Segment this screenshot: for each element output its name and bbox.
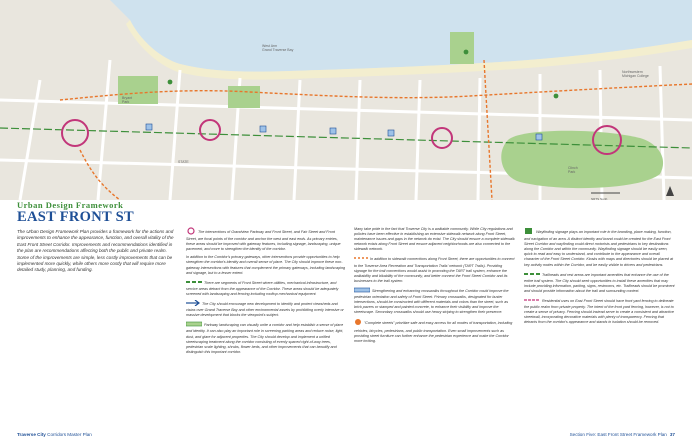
legend-text: "Complete streets" prioritize safe and easy access for all modes of transportation, including vehicles, bicycles, pedestrians, and public transportation. Even small improvements such as providing street furniture can further enhance the pedestrian experience and make the Corridor more inviting. xyxy=(354,321,513,343)
strip-symbol-icon xyxy=(186,321,202,329)
legend-text: The intersections of Grandview Parkway and Front Street, and Fair Street and Front Street, are focal points of the corridor and anchor the west and east ends. As primary entries, these areas should be improved with gateway features, including signage, landscaping, unique pavement, and more to strengthen the identity of the corridor. xyxy=(186,230,341,252)
legend-item xyxy=(524,297,676,325)
map-drawing xyxy=(0,0,692,200)
park-mid xyxy=(228,86,260,108)
fence-symbol-icon xyxy=(524,297,540,305)
orange-symbol-icon xyxy=(354,318,362,328)
arrow-symbol-icon xyxy=(186,300,200,308)
page-number: 37 xyxy=(669,432,675,437)
map-label-park-right: Northwestern Michigan College xyxy=(622,70,649,78)
footer-city: Traverse City xyxy=(17,432,46,437)
framework-map xyxy=(0,0,692,200)
page-title: EAST FRONT ST xyxy=(17,209,134,225)
park-college xyxy=(501,131,663,188)
legend-item xyxy=(354,287,516,315)
legend-item xyxy=(186,279,346,297)
legend-item xyxy=(186,227,346,252)
map-label-plaza: Clinch Park xyxy=(568,166,578,174)
legend-text: In addition to sidewalk connections along Front Street, there are opportunities to connect to the Traverse Area Recreation and Transportation Trails' network (TART Trails). Providing signage for the trail connections would assist in promoting the TART trail system, enhance the walkability and bikability of the community, and better connect the Front Street Corridor and its businesses to the trail system. xyxy=(354,257,515,283)
legend-item xyxy=(524,271,676,294)
circle-symbol-icon xyxy=(186,227,196,237)
intro-paragraph: The Urban Design Framework Plan provides a framework for the actions and improvements to enhance the appearance, function, and overall vitality of the East Front Street Corridor. Improvements and recommendations identified in the plan are recommendations affecting both the public and private realm. Some of the improvements are simple, less costly improvements that can be implemented more quickly, while others more costly that will require more detailed study, planning, and funding. xyxy=(17,229,174,273)
legend-item xyxy=(186,321,346,355)
scale-label: NRTS North xyxy=(591,197,608,201)
legend-item xyxy=(524,227,676,268)
footer-section: Section Five: East Front Street Framework Plan xyxy=(569,432,667,437)
legend-text: There are segments of Front Street where utilities, mechanical infrastructure, and service areas detract from the appearance of the Corridor. These areas should be adequately screened with landscaping and fencing including rooftop mechanical equipment. xyxy=(186,280,339,296)
footer-left xyxy=(17,432,92,437)
legend-text: Strengthening and enhancing crosswalks throughout the Corridor could improve the pedestrian orientation and safety of Front Street. Primary crosswalks, designated for busier intersections, should be constructed with different materials and colors than the street, such as brick pavers or stamped and painted concrete, to enhance their visibility and improve the streetscape. Secondary crosswalks should use heavy striping to strengthen their presence. xyxy=(354,288,509,315)
park-shore xyxy=(450,32,474,64)
legend-text: Wayfinding signage plays an important role in the branding, place making, function, and navigation of an area. A distinct identity and brand could be created for the East Front Street Corridor and wayfinding could direct motorists and pedestrians to key destinations along the Corridor and within the community. Wayfinding signage should be easily seen, quick to read and easy to understand, and contribute to the appearance and overall character of the Front Street Corridor. Kiosks with maps and directories should be placed at key activity nodes within the Corridor, and be easily visible to drivers and pedestrians. xyxy=(524,230,674,267)
legend-item xyxy=(186,255,346,275)
map-label-park-left: Bryant Park xyxy=(122,96,133,104)
footer-right xyxy=(570,432,675,437)
bay-water xyxy=(110,0,692,72)
legend-column-2 xyxy=(354,227,516,347)
legend-text: Parkway landscaping can visually unite a corridor and help establish a sense of place and identity. It can also play an important role in screening parking areas and reduce noise, light, dust, and glare for adjacent properties. The City should develop and implement a unified streetscaping treatment along the corridor consisting of evenly spaced right-of-way trees, pedestrian scale lighting, shrubs, flower beds, and other improvements that can beautify and distinguish this important corridor. xyxy=(186,323,344,354)
map-label-bay: West Arm Grand Traverse Bay xyxy=(262,44,294,52)
section-kicker: Urban Design Framework xyxy=(17,200,124,210)
legend-item xyxy=(186,300,346,318)
cross-symbol-icon xyxy=(354,287,370,295)
legend-text: In addition to the Corridor's primary gateways, other intersections provide opportunities to help strengthen the corridor's identity and overall sense of place. The City should improve these non-gateway intersections with features that complement the primary gateways, including landscaping and signage, but to a lesser extent. xyxy=(186,255,346,275)
footer-plan: Corridors Master Plan xyxy=(47,432,92,437)
trail-line-3 xyxy=(484,60,492,200)
dash-symbol-icon xyxy=(186,279,202,287)
legend-item xyxy=(354,318,516,343)
dash-symbol-icon xyxy=(524,271,540,279)
north-arrow xyxy=(666,186,674,196)
legend-column-3 xyxy=(524,227,676,329)
sign-symbol-icon xyxy=(524,227,534,237)
legend-text: Many take pride in the fact that Traverse City is a walkable community. While City regulations and policies have been effective in establishing an extensive sidewalk network along Front Street, maintenance issues and gaps in the network do exist. The City should ensure a complete sidewalk network exists along Front Street and ensure adjacent neighborhoods are also connected to the sidewalk network. xyxy=(354,227,515,252)
legend-text: Residential uses on East Front Street should have front yard fencing to delineate the public realm from private property. The intent of the front yard fencing, however, is not to create a sense of privacy. Fencing should instead serve to create a consistent and attractive streetwall, incorporating decorative materials with plenty of transparency. Fencing that detracts from the corridor's appearance and stands in isolation should be removed. xyxy=(524,299,674,325)
legend-text: Trailheads and rest areas are important amenities that enhance the use of the entire trail system. The City should seek opportunities to install these amenities that may include providing information, parking, signs, restrooms, etc. Trailheads should be prominent and should provide information about the trail and surrounding context. xyxy=(524,272,675,293)
map-label-street: STATE xyxy=(178,160,189,164)
legend-item xyxy=(354,255,516,283)
legend-column-1 xyxy=(186,227,346,358)
legend-item xyxy=(354,227,516,252)
dots-symbol-icon xyxy=(354,255,368,263)
legend-text: The City should encourage new development to identify and protect viewsheds and vistas over Grand Traverse Bay and other environmental assets by prohibiting overly intensive or massive development that blocks the viewpoint's subject. xyxy=(186,302,344,318)
